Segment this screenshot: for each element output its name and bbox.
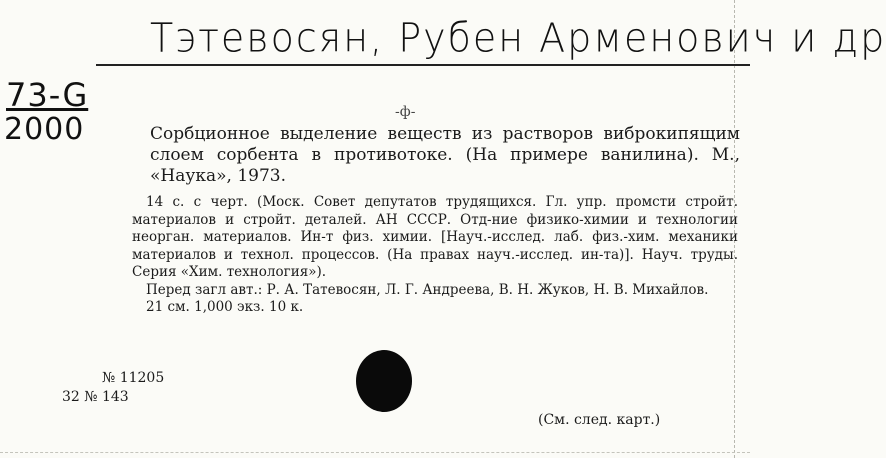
stamp-mark: -ф- — [395, 104, 416, 120]
catalog-index: 32 № 143 — [62, 389, 129, 405]
author-underline — [96, 64, 750, 66]
book-title: Сорбционное выделение веществ из растворов виброкипящим слоем сорбента в противотоке. (На примере ванилина). М., «Наука», 1973. — [150, 124, 740, 186]
format-info: 21 см. 1,000 экз. 10 к. — [146, 299, 304, 315]
handwritten-class-code: 73-G — [6, 76, 89, 114]
punch-hole — [356, 350, 412, 412]
card-bottom-divider — [0, 452, 750, 453]
handwritten-number: 2000 — [4, 112, 85, 147]
authors-note: Перед загл авт.: Р. А. Татевосян, Л. Г. Андреева, В. Н. Жуков, Н. В. Михайлов. — [146, 281, 709, 298]
catalog-number: № 11205 — [102, 370, 165, 386]
handwritten-author: Тэтевосян, Рубен Арменович и др — [150, 14, 886, 62]
continuation-note: (См. след. карт.) — [538, 412, 661, 428]
card-description — [132, 194, 738, 317]
physical-description: 14 с. с черт. (Моск. Совет депутатов трудящихся. Гл. упр. промсти стройт. материалов и стройт. деталей. АН СССР. Отд-ние физико-химии и технологии неорган. материалов. Ин-т физ. химии. [Науч.-исслед. лаб. физ.-хим. механики материалов и технол. процессов. (На правах науч.-исслед. ин-та)]. Науч. труды. Серия «Хим. технология»). — [132, 194, 738, 280]
